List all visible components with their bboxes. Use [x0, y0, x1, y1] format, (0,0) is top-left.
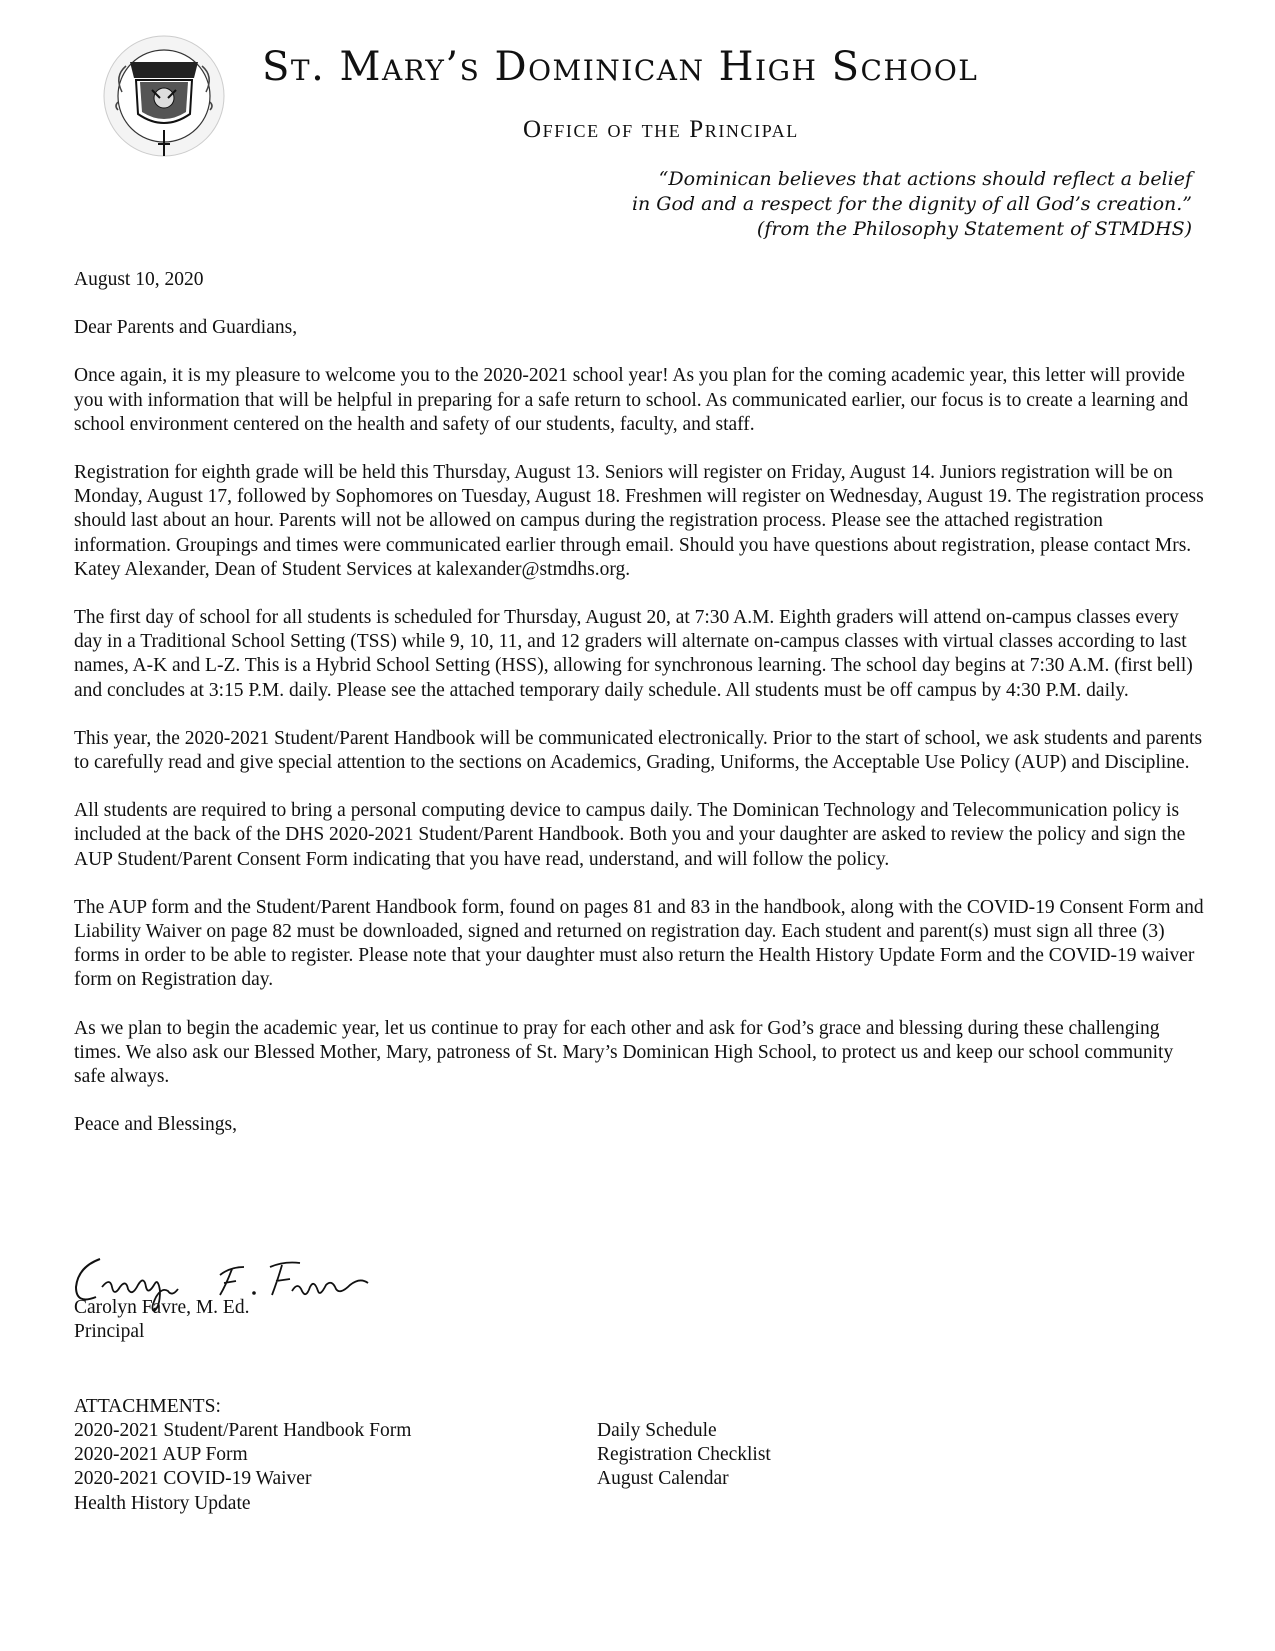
school-seal-logo	[100, 32, 228, 160]
attachment-item: 2020-2021 AUP Form	[74, 1444, 248, 1466]
signer-block	[74, 1296, 249, 1344]
attachments-heading: ATTACHMENTS:	[74, 1396, 221, 1417]
attachment-item: Health History Update	[74, 1492, 251, 1514]
letter-paragraph: The first day of school for all students is scheduled for Thursday, August 20, at 7:30 A.M. Eighth graders will attend on-campus classes every day in a Traditional School Setting (TSS) while 9, 10, 11, and 12 graders will alternate on-campus classes with virtual classes according to last names, A-K and L-Z. This is a Hybrid School Setting (HSS), allowing for synchronous learning. The school day begins at 7:30 A.M. (first bell) and concludes at 3:15 P.M. daily. Please see the attached temporary daily schedule. All students must be off campus by 4:30 P.M. daily.	[74, 607, 1193, 701]
letter-closing: Peace and Blessings,	[74, 1114, 238, 1136]
attachment-item: 2020-2021 COVID-19 Waiver	[74, 1468, 312, 1490]
attachment-item: 2020-2021 Student/Parent Handbook Form	[74, 1420, 412, 1441]
attachment-item: August Calendar	[597, 1468, 729, 1490]
office-subheading: Office of the Principal	[523, 116, 799, 143]
signer-name: Carolyn Favre, M. Ed.	[74, 1297, 250, 1318]
philosophy-quote	[632, 167, 1192, 242]
letter-paragraph: Once again, it is my pleasure to welcome you to the 2020-2021 school year! As you plan for the coming academic year, this letter will provide you with information that will be helpful in preparing for a safe return to school. As communicated earlier, our focus is to create a learning and school environment centered on the health and safety of our students, faculty, and staff.	[74, 365, 1189, 435]
letter-paragraph: The AUP form and the Student/Parent Handbook form, found on pages 81 and 83 in the handbook, along with the COVID-19 Consent Form and Liability Waiver on page 82 must be downloaded, signed and returned on registration day. Each student and parent(s) must sign all three (3) forms in order to be able to register. Please note that your daughter must also return the Health History Update Form and the COVID-19 waiver form on Registration day.	[74, 896, 1204, 991]
attachments-list-right	[597, 1419, 771, 1492]
quote-line: (from the Philosophy Statement of STMDHS)	[756, 218, 1192, 240]
attachment-item: Registration Checklist	[597, 1444, 771, 1466]
letter-salutation: Dear Parents and Guardians,	[74, 317, 298, 339]
letter-body	[74, 268, 1204, 1161]
letter-paragraph: This year, the 2020-2021 Student/Parent Handbook will be communicated electronically. Prior to the start of school, we ask students and parents to carefully read and give special attention to the sections on Academics, Grading, Uniforms, the Acceptable Use Policy (AUP) and Discipline.	[74, 727, 1203, 774]
letter-date: August 10, 2020	[74, 269, 204, 290]
quote-line: in God and a respect for the dignity of all God’s creation.”	[631, 193, 1192, 215]
signer-title: Principal	[74, 1321, 145, 1343]
quote-line: “Dominican believes that actions should reflect a belief	[658, 168, 1192, 190]
attachment-item: Daily Schedule	[597, 1420, 717, 1441]
letter-paragraph: Registration for eighth grade will be held this Thursday, August 13. Seniors will register on Friday, August 14. Juniors registration will be on Monday, August 17, followed by Sophomores on Tuesday, August 18. Freshmen will register on Wednesday, August 19. The registration process should last about an hour. Parents will not be allowed on campus during the registration process. Please see the attached registration information. Groupings and times were communicated earlier through email. Should you have questions about registration, please contact Mrs. Katey Alexander, Dean of Student Services at kalexander@stmdhs.org.	[74, 462, 1204, 580]
attachments-list-left	[74, 1419, 411, 1516]
letter-paragraph: As we plan to begin the academic year, let us continue to pray for each other and ask for God’s grace and blessing during these challenging times. We also ask our Blessed Mother, Mary, patroness of St. Mary’s Dominican High School, to protect us and keep our school community safe always.	[74, 1017, 1174, 1088]
letter-paragraph: All students are required to bring a personal computing device to campus daily. The Dominican Technology and Telecommunication policy is included at the back of the DHS 2020-2021 Student/Parent Handbook. Both you and your daughter are asked to review the policy and sign the AUP Student/Parent Consent Form indicating that you have read, understand, and will follow the policy.	[74, 800, 1186, 870]
school-name-heading: St. Mary’s Dominican High School	[262, 44, 979, 90]
